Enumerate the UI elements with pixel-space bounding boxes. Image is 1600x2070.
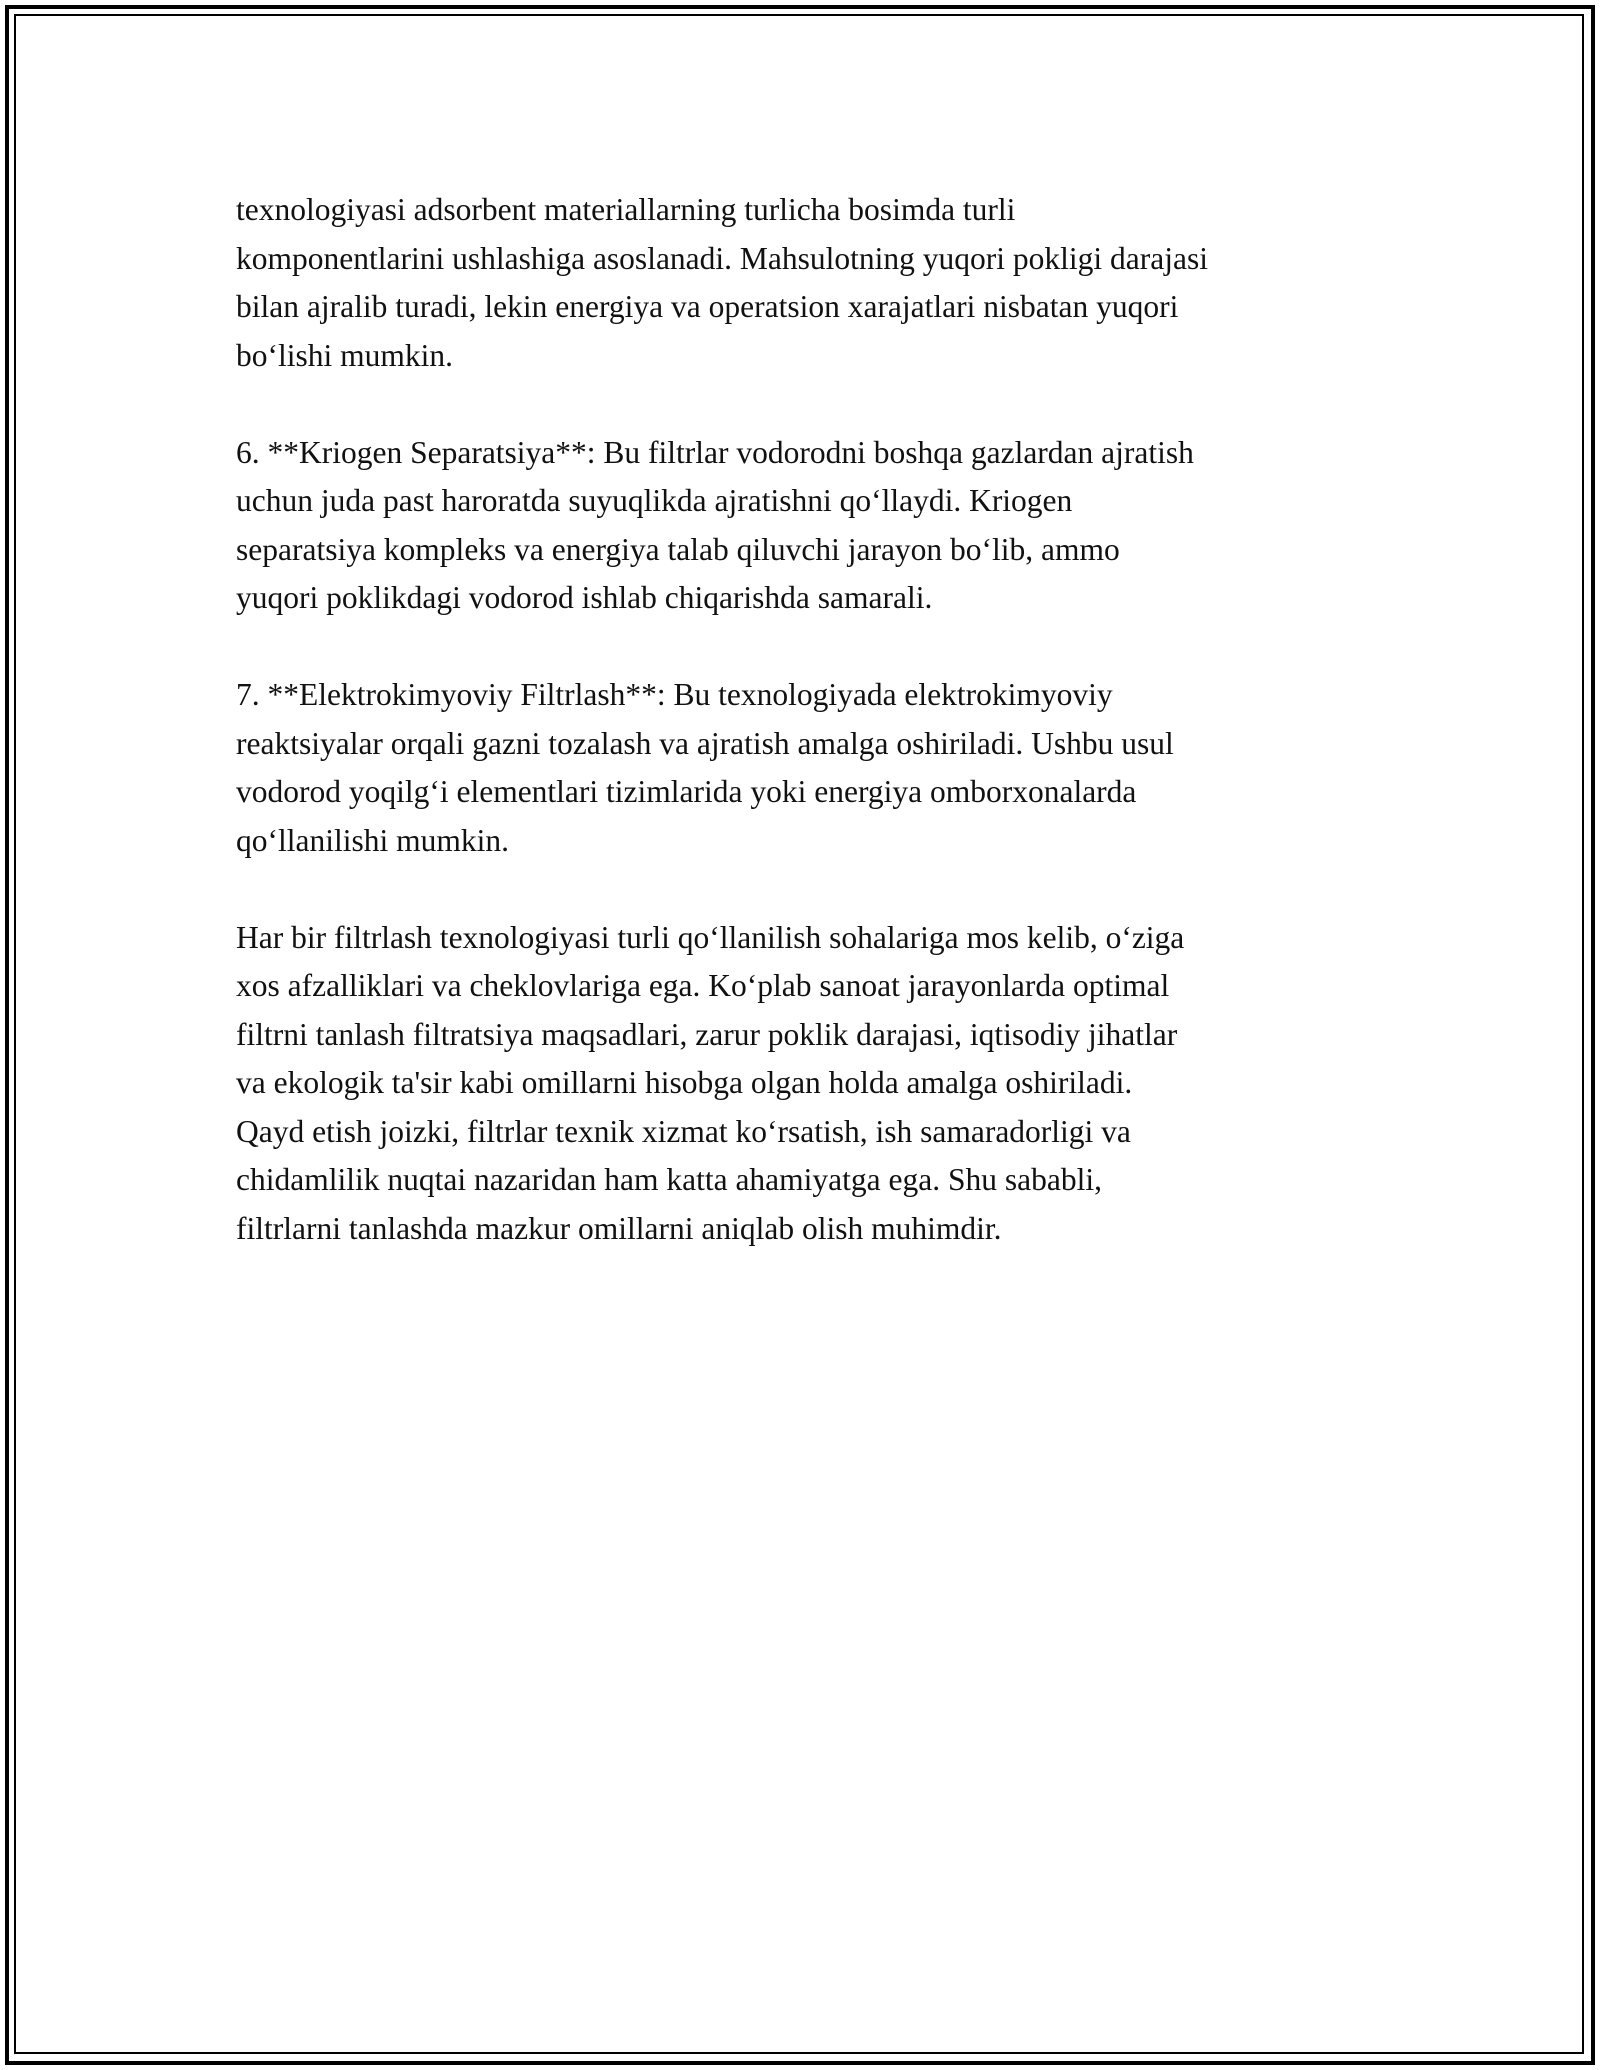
paragraph-cryogenic-separation: 6. **Kriogen Separatsiya**: Bu filtrlar vodorodni boshqa gazlardan ajratish uchun juda past haroratda suyuqlikda ajratishni qo‘llaydi. Kriogen separatsiya kompleks va energiya talab qiluvchi jarayon bo‘lib, ammo yuqori poklikdagi vodorod ishlab chiqarishda samarali. (236, 434, 1194, 615)
paragraph-electrochemical-filtration: 7. **Elektrokimyoviy Filtrlash**: Bu texnologiyada elektrokimyoviy reaktsiyalar orqali gazni tozalash va ajratish amalga oshiriladi. Ushbu usul vodorod yoqilg‘i elementlari tizimlarida yoki energiya omborxonalarda qo‘llanilishi mumkin. (236, 677, 1174, 858)
document-body (236, 186, 1386, 1253)
paragraph-conclusion: Har bir filtrlash texnologiyasi turli qo‘llanilish sohalariga mos kelib, o‘ziga xos afzalliklari va cheklovlariga ega. Ko‘plab sanoat jarayonlarda optimal filtrni tanlash filtratsiya maqsadlari, zarur poklik darajasi, iqtisodiy jihatlar va ekologik ta'sir kabi omillarni hisobga olgan holda amalga oshiriladi. Qayd etish joizki, filtrlar texnik xizmat ko‘rsatish, ish samaradorligi va chidamlilik nuqtai nazaridan ham katta ahamiyatga ega. Shu sababli, filtrlarni tanlashda mazkur omillarni aniqlab olish muhimdir. (236, 919, 1185, 1246)
paragraph-adsorption-continued: texnologiyasi adsorbent materiallarning turlicha bosimda turli komponentlarini ushlashiga asoslanadi. Mahsulotning yuqori pokligi darajasi bilan ajralib turadi, lekin energiya va operatsion xarajatlari nisbatan yuqori bo‘lishi mumkin. (236, 192, 1208, 373)
